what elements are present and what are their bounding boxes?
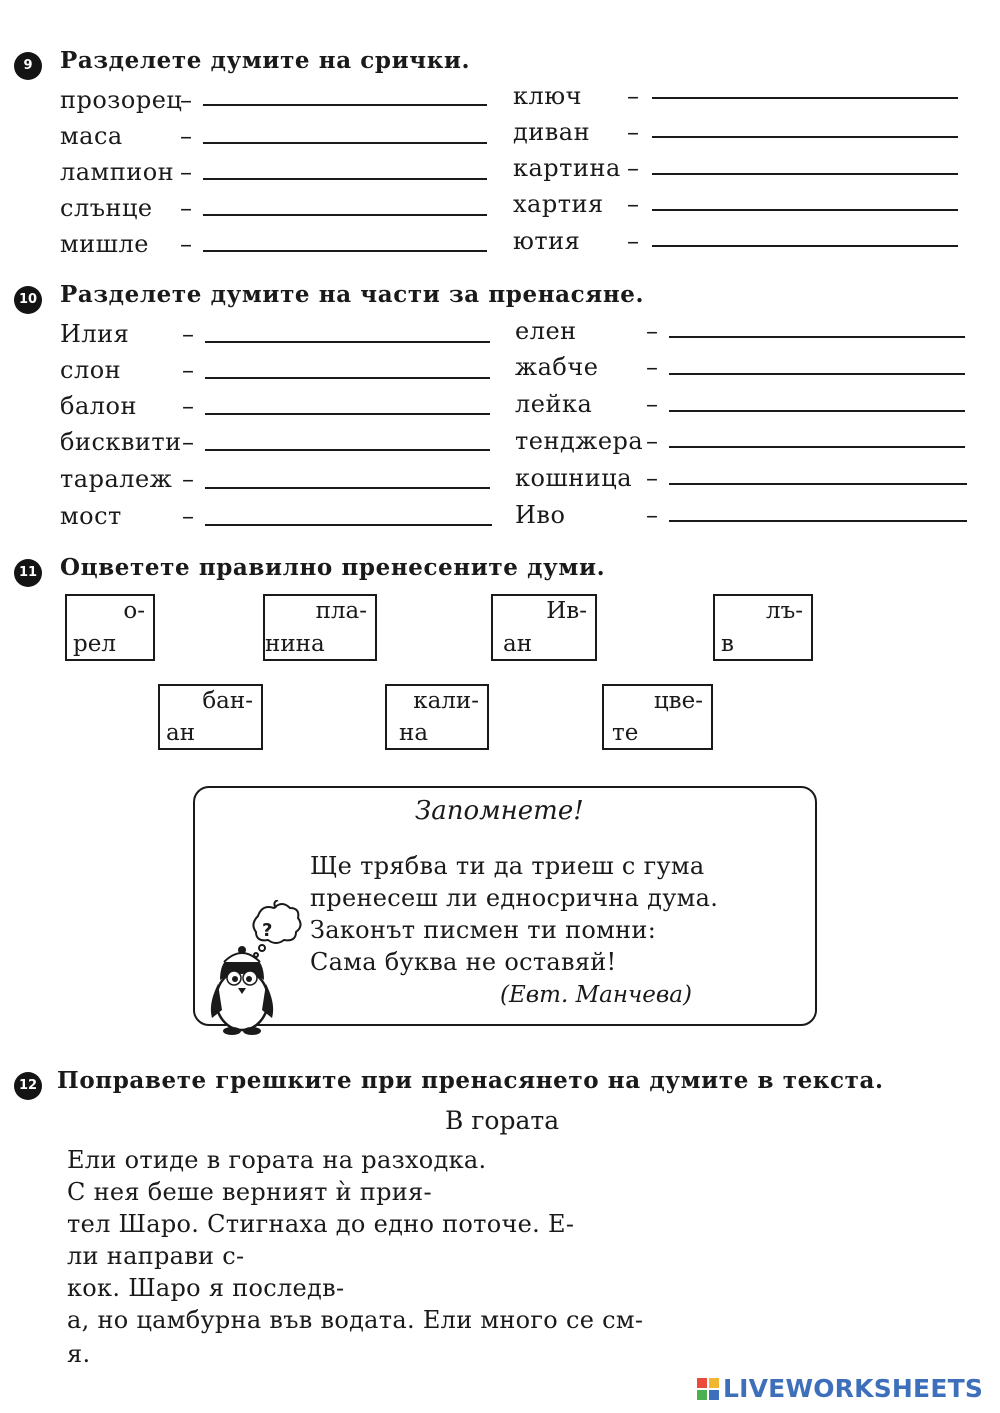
logo-square — [697, 1378, 707, 1388]
answer-line[interactable] — [669, 410, 965, 412]
dash: – — [646, 427, 658, 455]
card-bottom-syllable: в — [721, 631, 734, 657]
dash: – — [627, 190, 639, 218]
word: лейка — [515, 390, 593, 418]
answer-line[interactable] — [669, 446, 965, 448]
dash: – — [180, 86, 192, 114]
card-top-syllable: кали- — [413, 688, 479, 714]
logo-square — [709, 1378, 719, 1388]
answer-line[interactable] — [669, 520, 967, 522]
answer-line[interactable] — [203, 250, 487, 252]
card-top-syllable: цве- — [653, 688, 703, 714]
dash: – — [646, 353, 658, 381]
story-line: Ели отиде в гората на разходка. — [67, 1146, 487, 1174]
dash: – — [627, 118, 639, 146]
story-line: я. — [67, 1340, 91, 1368]
word: елен — [515, 317, 577, 345]
story-title: В гората — [445, 1106, 560, 1135]
poem-line: Законът писмен ти помни: — [310, 916, 657, 944]
word: мост — [60, 502, 122, 530]
dash: – — [627, 227, 639, 255]
word: слънце — [60, 194, 153, 222]
hyphenation-card[interactable] — [385, 684, 489, 750]
story-line: С нея беше верният ѝ прия- — [67, 1178, 432, 1206]
dash: – — [182, 502, 194, 530]
word: жабче — [515, 353, 599, 381]
card-bottom-syllable: ан — [503, 631, 533, 657]
story-line: а, но цамбурна във водата. Ели много се см- — [67, 1306, 644, 1334]
dash: – — [627, 82, 639, 110]
dash: – — [627, 154, 639, 182]
answer-line[interactable] — [203, 104, 487, 106]
story-line: кок. Шаро я последв- — [67, 1274, 345, 1302]
logo-square — [709, 1390, 719, 1400]
card-top-syllable: Ив- — [546, 598, 587, 624]
answer-line[interactable] — [669, 373, 965, 375]
word: кошница — [515, 464, 632, 492]
exercise-number-badge: 12 — [14, 1072, 42, 1100]
word: балон — [60, 392, 137, 420]
answer-line[interactable] — [203, 178, 487, 180]
word: ютия — [513, 227, 581, 255]
word: маса — [60, 122, 123, 150]
dash: – — [180, 194, 192, 222]
exercise-11-title: Оцветете правилно пренесените думи. — [60, 554, 606, 581]
answer-line[interactable] — [669, 336, 965, 338]
answer-line[interactable] — [205, 341, 490, 343]
hyphenation-card[interactable] — [491, 594, 597, 661]
dash: – — [646, 501, 658, 529]
dash: – — [180, 122, 192, 150]
answer-line[interactable] — [205, 449, 490, 451]
word: хартия — [513, 190, 604, 218]
answer-line[interactable] — [652, 97, 958, 99]
dash: – — [180, 230, 192, 258]
exercise-12-title: Поправете грешките при пренасянето на думите в текста. — [57, 1067, 884, 1094]
word: слон — [60, 356, 122, 384]
word: лампион — [60, 158, 175, 186]
poem-line: пренесеш ли едносрична дума. — [310, 884, 719, 912]
dash: – — [182, 392, 194, 420]
card-bottom-syllable: ан — [166, 720, 196, 746]
word: ключ — [513, 82, 583, 110]
exercise-number-badge: 10 — [14, 286, 42, 314]
dash: – — [646, 390, 658, 418]
word: прозорец — [60, 86, 183, 114]
word: диван — [513, 118, 591, 146]
card-top-syllable: лъ- — [765, 598, 803, 624]
exercise-10-title: Разделете думите на части за пренасяне. — [60, 281, 645, 308]
word: Иво — [515, 501, 566, 529]
poem-line: Ще трябва ти да триеш с гума — [310, 852, 705, 880]
dash: – — [646, 464, 658, 492]
word: бисквити — [60, 428, 182, 456]
word: картина — [513, 154, 621, 182]
poem-line: Сама буква не оставяй! — [310, 948, 617, 976]
card-bottom-syllable: те — [612, 720, 639, 746]
answer-line[interactable] — [652, 173, 958, 175]
liveworksheets-logo — [697, 1374, 983, 1403]
card-bottom-syllable: нина — [265, 631, 325, 657]
card-top-syllable: пла- — [315, 598, 367, 624]
exercise-9-title: Разделете думите на срички. — [60, 47, 471, 74]
answer-line[interactable] — [652, 245, 958, 247]
hyphenation-card[interactable] — [602, 684, 713, 750]
logo-square — [697, 1390, 707, 1400]
word: мишле — [60, 230, 149, 258]
answer-line[interactable] — [205, 487, 490, 489]
penguin-icon — [200, 900, 310, 1040]
poem-author: (Евт. Манчева) — [500, 982, 692, 1008]
answer-line[interactable] — [205, 413, 490, 415]
exercise-number-badge: 9 — [14, 52, 42, 80]
story-line: тел Шаро. Стигнаха до едно поточе. Е- — [67, 1210, 575, 1238]
card-top-syllable: бан- — [202, 688, 253, 714]
answer-line[interactable] — [203, 142, 487, 144]
hyphenation-card[interactable] — [263, 594, 377, 661]
story-line: ли направи с- — [67, 1242, 245, 1270]
answer-line[interactable] — [652, 136, 958, 138]
dash: – — [646, 317, 658, 345]
answer-line[interactable] — [203, 214, 487, 216]
answer-line[interactable] — [205, 524, 492, 526]
hyphenation-card[interactable] — [158, 684, 263, 750]
card-top-syllable: о- — [123, 598, 145, 624]
svg-text:?: ? — [262, 920, 273, 941]
dash: – — [182, 428, 194, 456]
word: тенджера — [515, 427, 644, 455]
brand-name: LIVEWORKSHEETS — [723, 1374, 984, 1403]
exercise-number-badge: 11 — [14, 559, 42, 587]
card-bottom-syllable: рел — [73, 631, 116, 657]
card-bottom-syllable: на — [399, 720, 429, 746]
dash: – — [180, 158, 192, 186]
dash: – — [182, 465, 194, 493]
answer-line[interactable] — [669, 483, 967, 485]
word: таралеж — [60, 465, 173, 493]
answer-line[interactable] — [652, 209, 958, 211]
remember-title: Запомнете! — [415, 796, 584, 826]
dash: – — [182, 356, 194, 384]
dash: – — [182, 320, 194, 348]
answer-line[interactable] — [205, 377, 490, 379]
logo-icon — [697, 1378, 719, 1400]
hyphenation-card[interactable] — [713, 594, 813, 661]
word: Илия — [60, 320, 130, 348]
hyphenation-card[interactable] — [65, 594, 155, 661]
